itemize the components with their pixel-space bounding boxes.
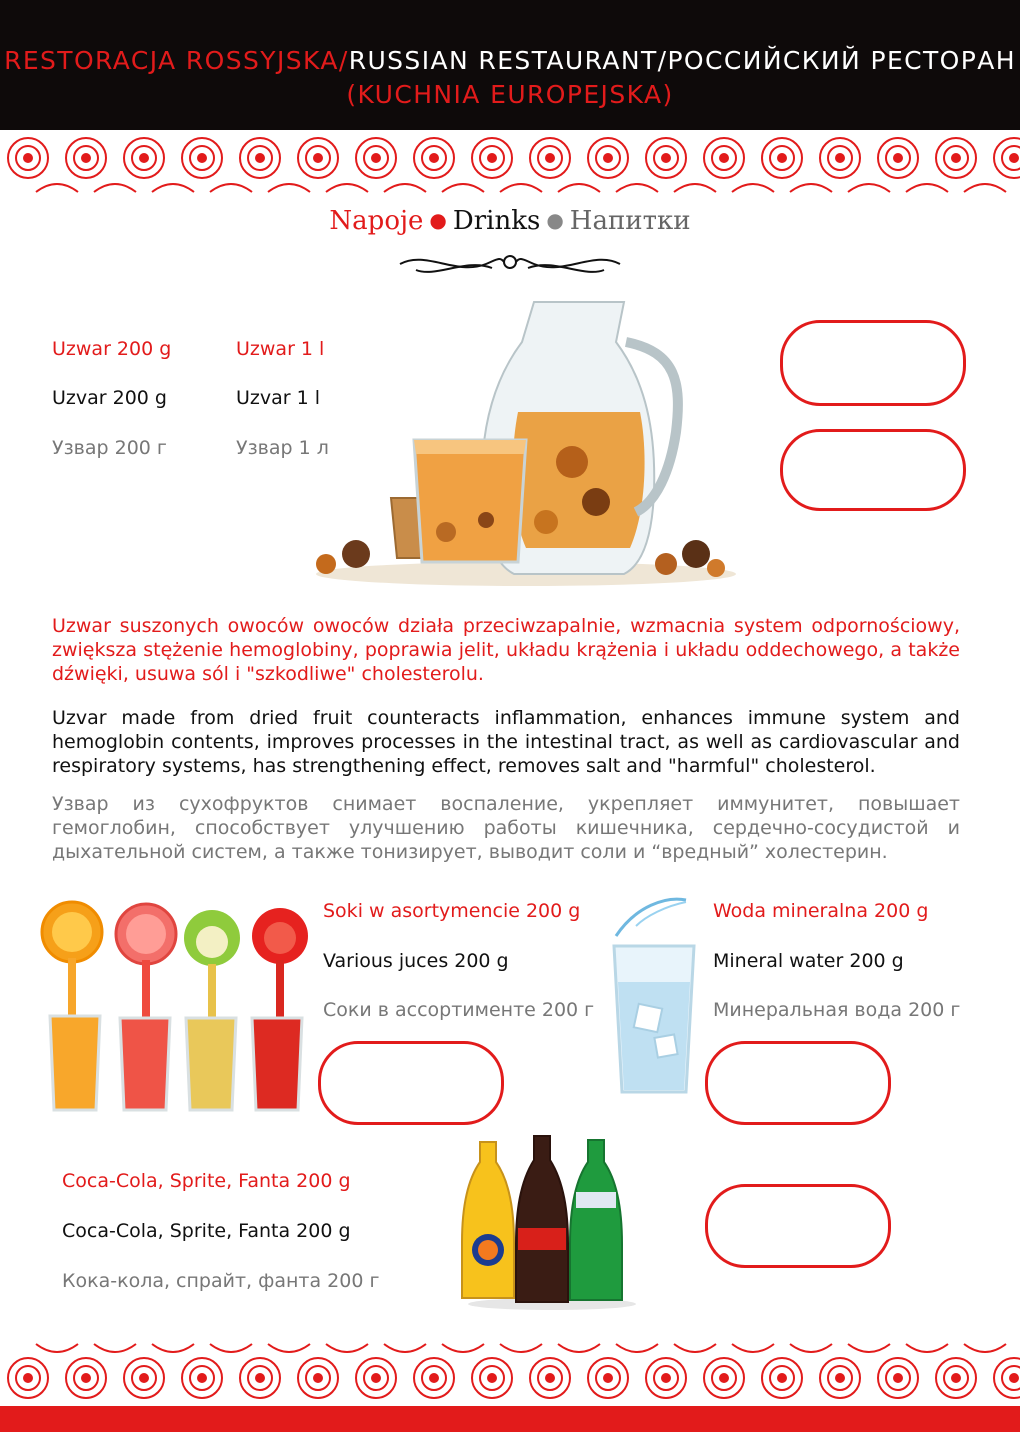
uzvar-200-en: Uzvar 200 g: [52, 387, 167, 409]
ornament-loop: [94, 184, 136, 192]
ornament-dot: [894, 1374, 902, 1382]
ornament-loop: [558, 184, 600, 192]
ornament-dot: [372, 1374, 380, 1382]
ornament-loop: [442, 184, 484, 192]
uzvar-description-ru: Узвар из сухофруктов снимает воспаление, укрепляет иммунитет, повышает гемоглобин, способствует улучшению работы кишечника, сердечно-сосудистой и дыхательной систем, а также тонизирует, выводит соли и “вредный” холестерин.: [52, 793, 960, 863]
ornament-loop: [210, 184, 252, 192]
juices-pl: Soki w asortymencie 200 g: [323, 900, 581, 922]
top-ornament: [0, 130, 1020, 200]
ornament-loop: [558, 1344, 600, 1352]
ornament-dot: [198, 1374, 206, 1382]
ornament-dot: [430, 1374, 438, 1382]
ornament-dot: [604, 1374, 612, 1382]
ornament-dot: [372, 154, 380, 162]
ornament-dot: [778, 1374, 786, 1382]
ornament-loop: [384, 1344, 426, 1352]
ornament-dot: [24, 1374, 32, 1382]
ornament-loop: [906, 184, 948, 192]
soda-bottles-image: [460, 1132, 640, 1312]
uzvar-description-en: Uzvar made from dried fruit counteracts inflammation, enhances immune system and hemoglobin contents, improves processes in the intestinal tract, as well as cardiovascular and respiratory systems, has strengthening effect, removes salt and "harmful" cholesterol.: [52, 707, 960, 777]
ornament-loop: [152, 1344, 194, 1352]
restaurant-name-pl: RESTORACJA ROSSYJSKA/: [4, 46, 349, 75]
ornament-loop: [906, 1344, 948, 1352]
soda-pl: Coca-Cola, Sprite, Fanta 200 g: [62, 1170, 351, 1192]
ornament-dot: [894, 154, 902, 162]
ornament-dot: [314, 154, 322, 162]
ornament-loop: [500, 1344, 542, 1352]
ornament-dot: [662, 1374, 670, 1382]
ornament-loop: [674, 1344, 716, 1352]
ornament-loop: [326, 1344, 368, 1352]
ornament-loop: [732, 184, 774, 192]
uzvar-1l-en: Uzvar 1 l: [236, 387, 321, 409]
juices-en: Various juces 200 g: [323, 950, 509, 972]
ornament-dot: [720, 1374, 728, 1382]
bottom-ornament: [0, 1336, 1020, 1406]
ornament-loop: [152, 184, 194, 192]
price-oval-uzvar-200: [780, 320, 966, 406]
ornament-loop: [964, 1344, 1006, 1352]
ornament-dot: [836, 1374, 844, 1382]
price-oval-uzvar-1l: [780, 429, 966, 511]
cuisine-subtitle: (KUCHNIA EUROPEJSKA): [346, 80, 674, 109]
restaurant-name-ru: /РОССИЙСКИЙ РЕСТОРАН: [657, 46, 1016, 75]
ornament-dot: [314, 1374, 322, 1382]
ornament-loop: [326, 184, 368, 192]
ornament-dot: [662, 154, 670, 162]
uzvar-jug-image: [296, 292, 756, 592]
ornament-dot: [488, 1374, 496, 1382]
ornament-loop: [500, 184, 542, 192]
section-title: Napoje ● Drinks ● Напитки: [329, 206, 691, 236]
ornament-loop: [36, 1344, 78, 1352]
ornament-dot: [546, 1374, 554, 1382]
uzvar-200-pl: Uzwar 200 g: [52, 338, 172, 360]
ornament-dot: [836, 154, 844, 162]
uzvar-1l-ru: Узвар 1 л: [236, 437, 329, 459]
ornament-loop: [848, 1344, 890, 1352]
ornament-loop: [674, 184, 716, 192]
price-oval-soda: [705, 1184, 891, 1268]
ornament-dot: [778, 154, 786, 162]
ornament-loop: [790, 184, 832, 192]
ornament-loop: [442, 1344, 484, 1352]
juices-image: [36, 898, 312, 1118]
ornament-loop: [616, 1344, 658, 1352]
ornament-loop: [790, 1344, 832, 1352]
ornament-loop: [616, 184, 658, 192]
water-pl: Woda mineralna 200 g: [713, 900, 929, 922]
footer-bar: [0, 1406, 1020, 1432]
ornament-dot: [256, 154, 264, 162]
water-ru: Минеральная вода 200 г: [713, 999, 961, 1021]
restaurant-name: [0, 46, 1020, 75]
ornament-dot: [82, 154, 90, 162]
ornament-dot: [720, 154, 728, 162]
restaurant-name-en: RUSSIAN RESTAURANT: [348, 46, 658, 75]
uzvar-200-ru: Узвар 200 г: [52, 437, 167, 459]
ornament-loop: [964, 184, 1006, 192]
ornament-loop: [210, 1344, 252, 1352]
ornament-dot: [488, 154, 496, 162]
water-en: Mineral water 200 g: [713, 950, 904, 972]
flourish-divider: [396, 248, 624, 278]
section-title-en: Drinks: [452, 206, 541, 236]
ornament-loop: [268, 1344, 310, 1352]
ornament-dot: [1010, 154, 1018, 162]
ornament-loop: [732, 1344, 774, 1352]
ornament-dot: [952, 154, 960, 162]
ornament-loop: [268, 184, 310, 192]
ornament-dot: [546, 154, 554, 162]
ornament-loop: [384, 184, 426, 192]
ornament-dot: [1010, 1374, 1018, 1382]
ornament-dot: [140, 1374, 148, 1382]
ornament-dot: [430, 154, 438, 162]
ornament-dot: [256, 1374, 264, 1382]
ornament-dot: [140, 154, 148, 162]
juices-ru: Соки в ассортименте 200 г: [323, 999, 595, 1021]
uzvar-1l-pl: Uzwar 1 l: [236, 338, 325, 360]
soda-ru: Кока-кола, спрайт, фанта 200 г: [62, 1270, 380, 1292]
ornament-loop: [94, 1344, 136, 1352]
ornament-dot: [82, 1374, 90, 1382]
section-title-pl: Napoje: [329, 206, 424, 236]
soda-en: Coca-Cola, Sprite, Fanta 200 g: [62, 1220, 351, 1242]
price-oval-juices: [318, 1041, 504, 1125]
ornament-dot: [24, 154, 32, 162]
mineral-water-image: [606, 896, 702, 1100]
ornament-dot: [198, 154, 206, 162]
section-title-ru: Напитки: [569, 206, 691, 236]
ornament-loop: [848, 184, 890, 192]
ornament-dot: [952, 1374, 960, 1382]
ornament-loop: [36, 184, 78, 192]
uzvar-description-pl: Uzwar suszonych owoców owoców działa przeciwzapalnie, wzmacnia system odpornościowy, zwiększa stężenie hemoglobiny, poprawia jelit, układu krążenia i układu oddechowego, a także dźwięki, usuwa sól i "szkodliwe" cholesterolu.: [52, 615, 960, 685]
price-oval-water: [705, 1041, 891, 1125]
ornament-dot: [604, 154, 612, 162]
